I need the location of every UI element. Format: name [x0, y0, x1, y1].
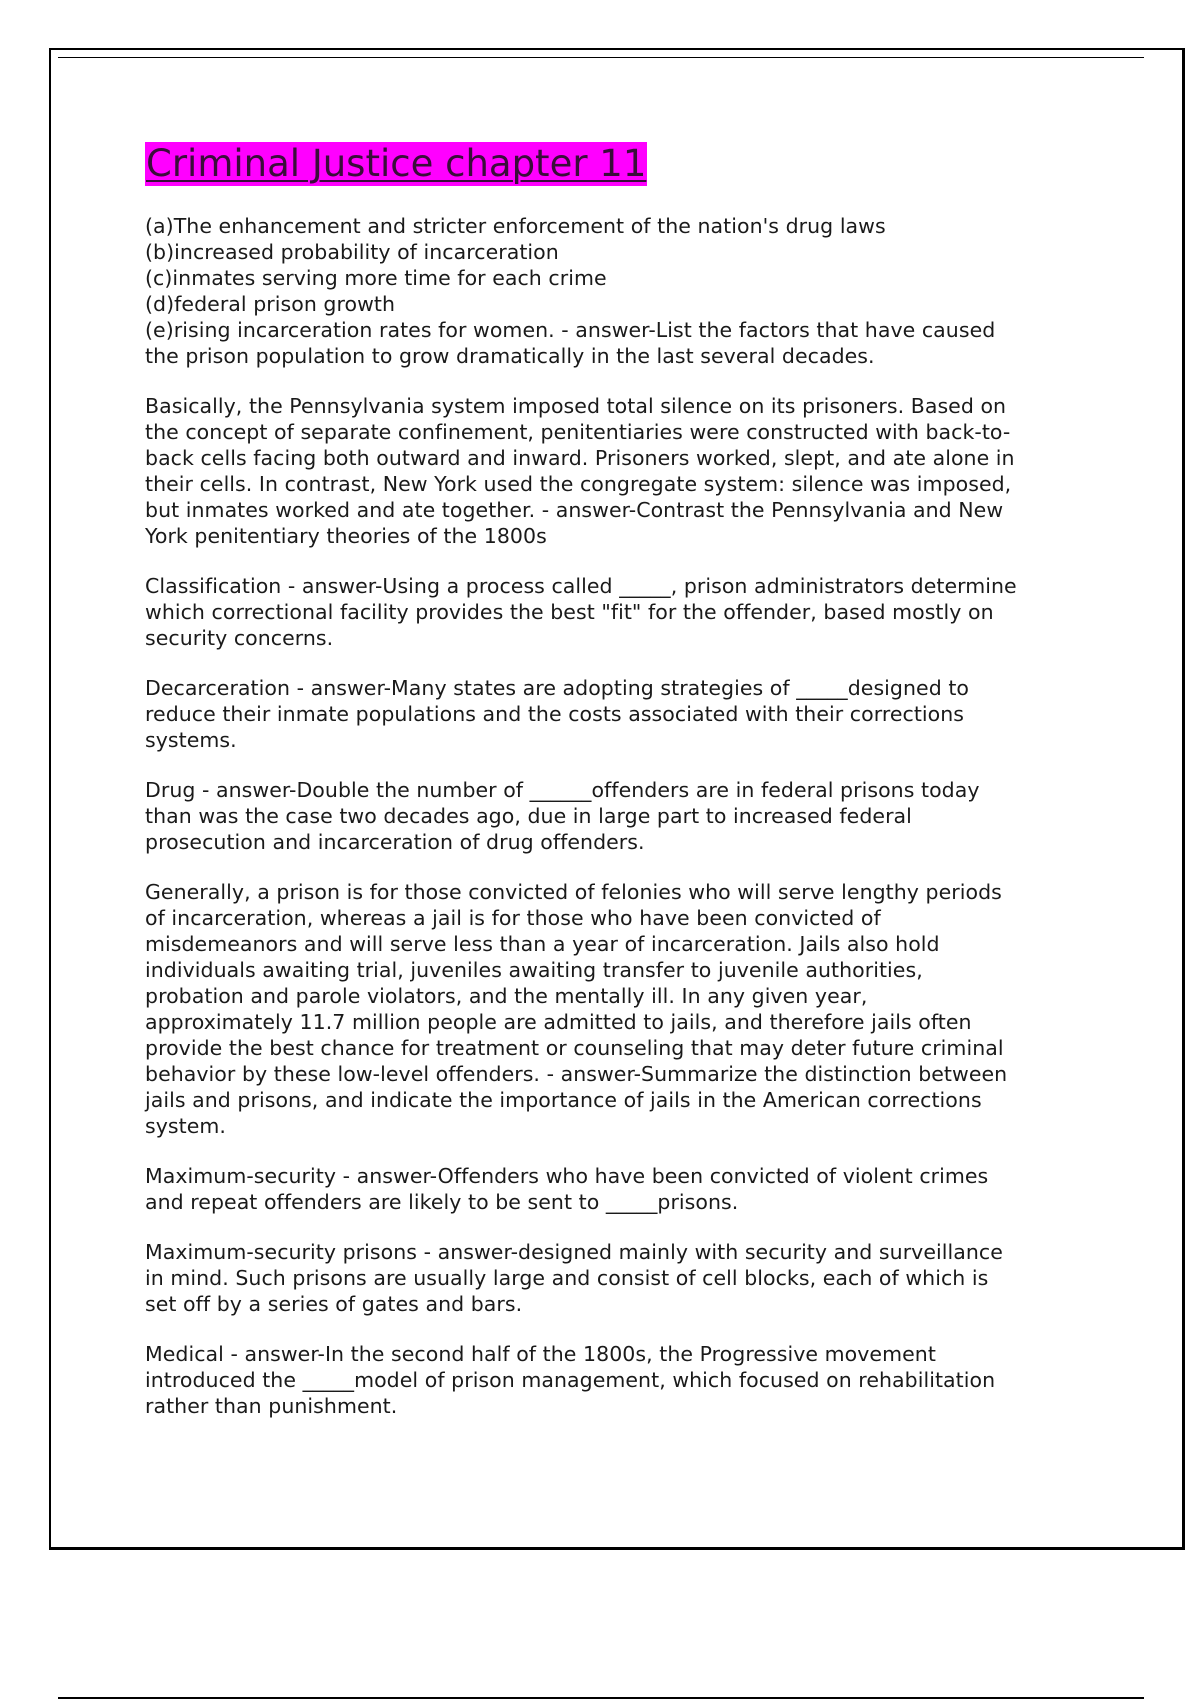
entry-line: Basically, the Pennsylvania system imposed total silence on its prisoners. Based on: [145, 394, 1007, 418]
entry-line: individuals awaiting trial, juveniles awaiting transfer to juvenile authorities,: [145, 958, 923, 982]
qa-entry-maximum-security-prisons: [145, 1239, 1095, 1317]
entry-line: system.: [145, 1114, 226, 1138]
top-rule: [58, 57, 1144, 58]
entry-line: Generally, a prison is for those convicted of felonies who will serve lengthy periods: [145, 880, 1002, 904]
qa-entry-classification: [145, 573, 1095, 651]
entry-line: (d)federal prison growth: [145, 292, 396, 316]
qa-entry-decarceration: [145, 675, 1095, 753]
entry-line: (a)The enhancement and stricter enforcement of the nation's drug laws: [145, 214, 886, 238]
entry-line: Decarceration - answer-Many states are adopting strategies of _____designed to: [145, 676, 970, 700]
entry-line: the prison population to grow dramatically in the last several decades.: [145, 344, 875, 368]
entry-line: but inmates worked and ate together. - answer-Contrast the Pennsylvania and New: [145, 498, 1004, 522]
entry-line: behavior by these low-level offenders. - answer-Summarize the distinction between: [145, 1062, 1008, 1086]
entry-line: systems.: [145, 728, 237, 752]
document-title: Criminal Justice chapter 11: [146, 142, 647, 185]
entry-line: of incarceration, whereas a jail is for those who have been convicted of: [145, 906, 881, 930]
entry-line: and repeat offenders are likely to be sent to _____prisons.: [145, 1190, 739, 1214]
entry-line: which correctional facility provides the best "fit" for the offender, based mostly on: [145, 600, 994, 624]
entry-line: Drug - answer-Double the number of ______offenders are in federal prisons today: [145, 778, 980, 802]
entry-line: probation and parole violators, and the mentally ill. In any given year,: [145, 984, 868, 1008]
entry-line: the concept of separate confinement, penitentiaries were constructed with back-to-: [145, 420, 1011, 444]
entry-line: Classification - answer-Using a process called _____, prison administrators determine: [145, 574, 1017, 598]
bottom-rule: [58, 1697, 1144, 1699]
entry-line: reduce their inmate populations and the costs associated with their corrections: [145, 702, 965, 726]
qa-entry-jails-vs-prisons: [145, 879, 1095, 1139]
entry-line: Medical - answer-In the second half of the 1800s, the Progressive movement: [145, 1342, 936, 1366]
qa-entry-prison-growth-factors: [145, 213, 1095, 369]
document-body: [145, 142, 1095, 1443]
entry-line: prosecution and incarceration of drug offenders.: [145, 830, 645, 854]
entry-line: provide the best chance for treatment or counseling that may deter future criminal: [145, 1036, 1004, 1060]
entry-line: (e)rising incarceration rates for women. - answer-List the factors that have caused: [145, 318, 996, 342]
entry-line: in mind. Such prisons are usually large and consist of cell blocks, each of which is: [145, 1266, 989, 1290]
entry-line: misdemeanors and will serve less than a year of incarceration. Jails also hold: [145, 932, 940, 956]
entry-line: security concerns.: [145, 626, 334, 650]
entry-line: (c)inmates serving more time for each crime: [145, 266, 607, 290]
qa-entry-drug: [145, 777, 1095, 855]
entry-line: than was the case two decades ago, due in large part to increased federal: [145, 804, 912, 828]
entry-line: introduced the _____model of prison management, which focused on rehabilitation: [145, 1368, 996, 1392]
entry-line: their cells. In contrast, New York used the congregate system: silence was imposed,: [145, 472, 1012, 496]
entry-line: York penitentiary theories of the 1800s: [145, 524, 547, 548]
entry-line: set off by a series of gates and bars.: [145, 1292, 523, 1316]
entry-line: back cells facing both outward and inward. Prisoners worked, slept, and ate alone in: [145, 446, 1015, 470]
qa-entry-medical: [145, 1341, 1095, 1419]
entry-line: rather than punishment.: [145, 1394, 398, 1418]
entry-line: Maximum-security prisons - answer-designed mainly with security and surveillance: [145, 1240, 1003, 1264]
qa-entry-maximum-security: [145, 1163, 1095, 1215]
entry-line: Maximum-security - answer-Offenders who have been convicted of violent crimes: [145, 1164, 989, 1188]
entry-line: (b)increased probability of incarceration: [145, 240, 559, 264]
entry-line: jails and prisons, and indicate the importance of jails in the American corrections: [145, 1088, 982, 1112]
qa-entry-pennsylvania-new-york: [145, 393, 1095, 549]
entry-line: approximately 11.7 million people are admitted to jails, and therefore jails often: [145, 1010, 972, 1034]
